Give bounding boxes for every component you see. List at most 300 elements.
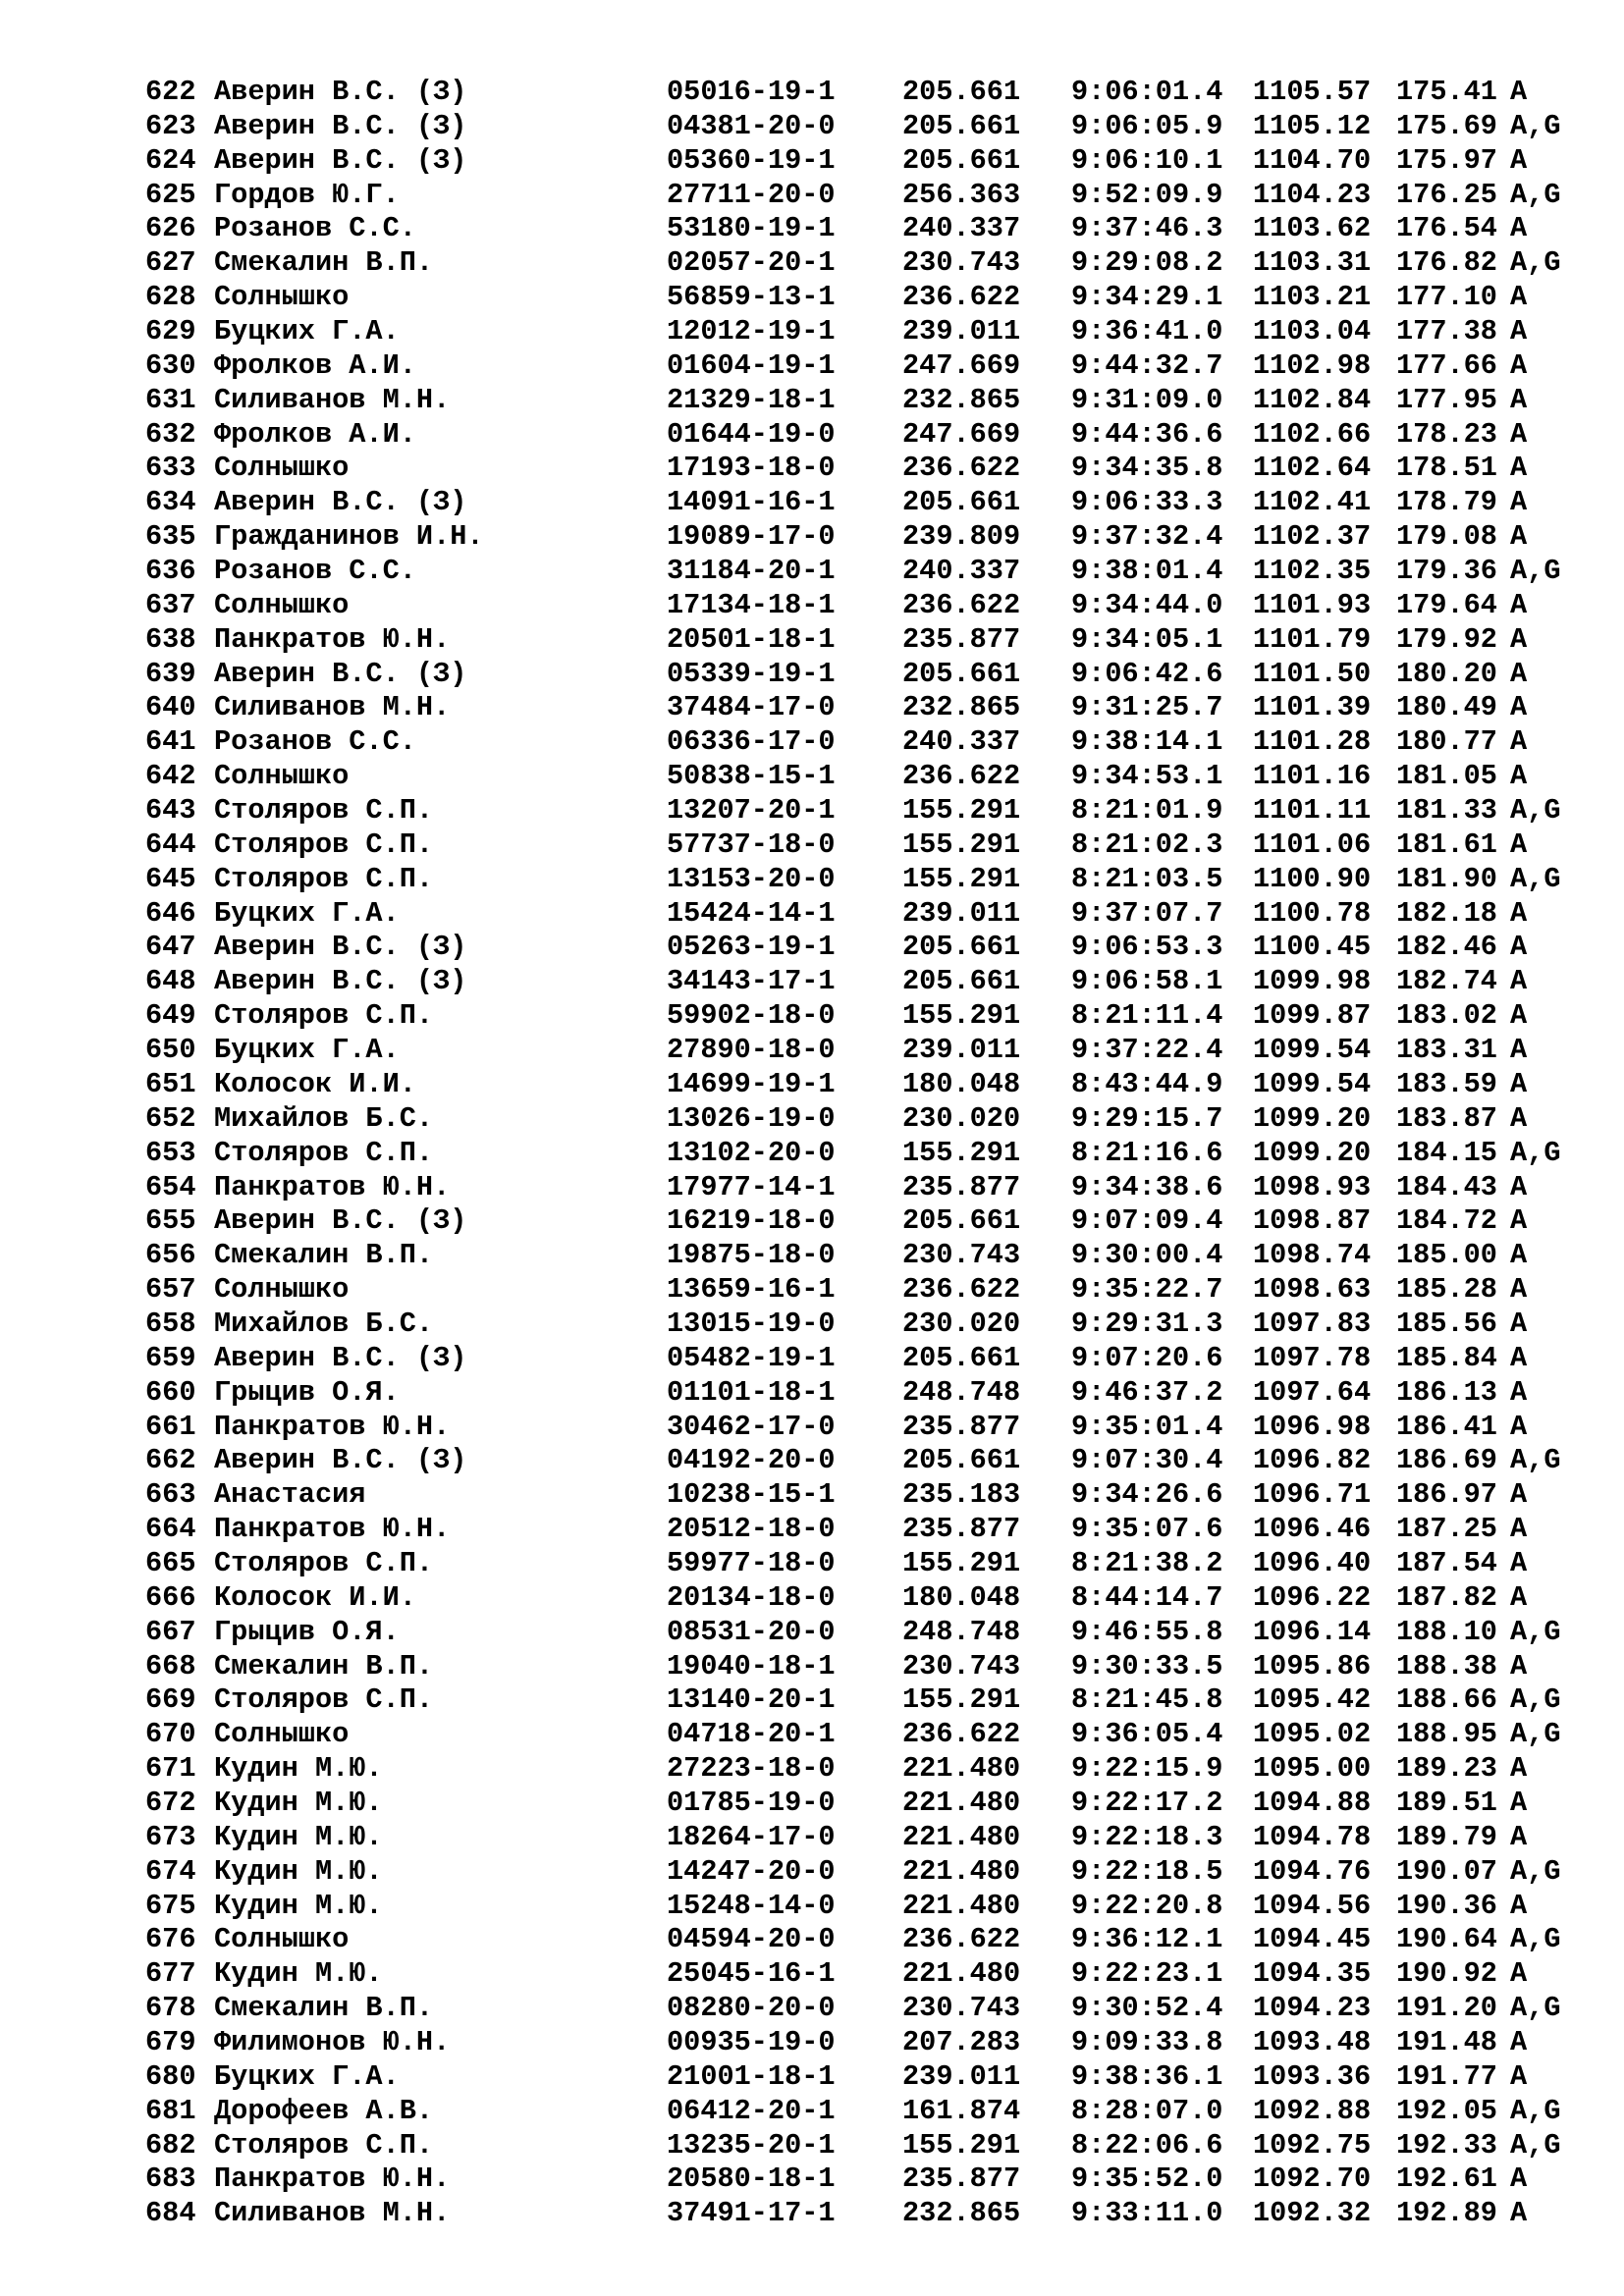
points: 176.82 (1396, 246, 1497, 280)
table-row (145, 1273, 1579, 1308)
row-number: 669 (145, 1683, 196, 1717)
ring-number: 13153-20-0 (667, 862, 836, 895)
ring-number: 15424-14-1 (667, 896, 836, 930)
ring-number: 20512-18-0 (667, 1513, 836, 1546)
arrival-time: 9:06:33.3 (1071, 486, 1223, 519)
arrival-time: 9:06:05.9 (1071, 109, 1223, 142)
points: 179.92 (1396, 622, 1497, 656)
fancier-name: Гордов Ю.Г. (214, 178, 400, 211)
table-row (145, 2163, 1579, 2197)
ring-number: 01644-19-0 (667, 417, 836, 451)
row-number: 653 (145, 1136, 196, 1169)
ring-number: 05263-19-1 (667, 931, 836, 964)
arrival-time: 9:46:55.8 (1071, 1615, 1223, 1648)
ring-number: 16219-18-0 (667, 1204, 836, 1238)
arrival-time: 9:22:15.9 (1071, 1752, 1223, 1786)
fancier-name: Смекалин В.П. (214, 246, 434, 280)
flags: A (1510, 76, 1528, 108)
speed: 1103.62 (1253, 212, 1372, 245)
distance: 248.748 (902, 1615, 1021, 1648)
points: 189.51 (1396, 1786, 1497, 1819)
distance: 161.874 (902, 2094, 1021, 2127)
speed: 1095.02 (1253, 1718, 1372, 1751)
fancier-name: Солнышко (214, 760, 350, 793)
flags: A (1510, 2059, 1528, 2093)
points: 179.08 (1396, 520, 1497, 554)
flags: A (1510, 1889, 1528, 1922)
table-row (145, 452, 1579, 486)
ring-number: 01785-19-0 (667, 1786, 836, 1819)
row-number: 655 (145, 1204, 196, 1238)
flags: A,G (1510, 1136, 1561, 1169)
distance: 247.669 (902, 348, 1021, 382)
fancier-name: Силиванов М.Н. (214, 2197, 451, 2230)
speed: 1094.35 (1253, 1957, 1372, 1991)
fancier-name: Аверин В.С. (З) (214, 1204, 467, 1238)
points: 183.87 (1396, 1101, 1497, 1135)
points: 186.97 (1396, 1478, 1497, 1512)
distance: 230.743 (902, 1239, 1021, 1272)
arrival-time: 9:38:01.4 (1071, 555, 1223, 588)
row-number: 648 (145, 965, 196, 998)
distance: 155.291 (902, 2128, 1021, 2162)
points: 176.54 (1396, 212, 1497, 245)
points: 191.77 (1396, 2059, 1497, 2093)
points: 191.48 (1396, 2025, 1497, 2058)
ring-number: 02057-20-1 (667, 246, 836, 280)
speed: 1092.32 (1253, 2197, 1372, 2230)
fancier-name: Аверин В.С. (З) (214, 931, 467, 964)
distance: 236.622 (902, 760, 1021, 793)
table-row (145, 1547, 1579, 1581)
ring-number: 15248-14-0 (667, 1889, 836, 1922)
ring-number: 01101-18-1 (667, 1375, 836, 1409)
arrival-time: 9:09:33.8 (1071, 2025, 1223, 2058)
flags: A (1510, 931, 1528, 964)
points: 179.64 (1396, 588, 1497, 621)
table-row (145, 384, 1579, 418)
ring-number: 19040-18-1 (667, 1649, 836, 1682)
points: 184.72 (1396, 1204, 1497, 1238)
arrival-time: 9:31:09.0 (1071, 383, 1223, 416)
distance: 155.291 (902, 1546, 1021, 1579)
distance: 205.661 (902, 965, 1021, 998)
arrival-time: 9:22:20.8 (1071, 1889, 1223, 1922)
table-row (145, 1957, 1579, 1992)
points: 188.38 (1396, 1649, 1497, 1682)
table-row (145, 1342, 1579, 1376)
fancier-name: Столяров С.П. (214, 1136, 434, 1169)
flags: A,G (1510, 555, 1561, 588)
speed: 1100.78 (1253, 896, 1372, 930)
points: 192.33 (1396, 2128, 1497, 2162)
speed: 1095.42 (1253, 1683, 1372, 1717)
table-row (145, 76, 1579, 110)
speed: 1096.71 (1253, 1478, 1372, 1512)
speed: 1099.87 (1253, 999, 1372, 1033)
distance: 155.291 (902, 862, 1021, 895)
arrival-time: 8:21:45.8 (1071, 1683, 1223, 1717)
ring-number: 59977-18-0 (667, 1546, 836, 1579)
flags: A (1510, 1034, 1528, 1067)
speed: 1101.79 (1253, 622, 1372, 656)
ring-number: 21329-18-1 (667, 383, 836, 416)
speed: 1101.50 (1253, 657, 1372, 690)
fancier-name: Колосок И.И. (214, 1580, 416, 1614)
fancier-name: Столяров С.П. (214, 1546, 434, 1579)
row-number: 641 (145, 725, 196, 759)
points: 192.89 (1396, 2197, 1497, 2230)
ring-number: 19089-17-0 (667, 520, 836, 554)
row-number: 630 (145, 348, 196, 382)
flags: A (1510, 1273, 1528, 1307)
table-row (145, 623, 1579, 658)
table-row (145, 828, 1579, 863)
arrival-time: 9:34:29.1 (1071, 281, 1223, 314)
distance: 205.661 (902, 1444, 1021, 1477)
table-row (145, 2060, 1579, 2095)
points: 192.61 (1396, 2163, 1497, 2196)
distance: 235.877 (902, 1170, 1021, 1203)
ring-number: 08531-20-0 (667, 1615, 836, 1648)
row-number: 646 (145, 896, 196, 930)
ring-number: 12012-19-1 (667, 315, 836, 348)
row-number: 668 (145, 1649, 196, 1682)
flags: A (1510, 622, 1528, 656)
fancier-name: Солнышко (214, 1718, 350, 1751)
points: 182.46 (1396, 931, 1497, 964)
points: 175.41 (1396, 76, 1497, 108)
ring-number: 20134-18-0 (667, 1580, 836, 1614)
table-row (145, 520, 1579, 555)
points: 185.28 (1396, 1273, 1497, 1307)
ring-number: 06336-17-0 (667, 725, 836, 759)
fancier-name: Аверин В.С. (З) (214, 76, 467, 108)
row-number: 660 (145, 1375, 196, 1409)
table-row (145, 418, 1579, 453)
row-number: 650 (145, 1034, 196, 1067)
ring-number: 04718-20-1 (667, 1718, 836, 1751)
flags: A (1510, 657, 1528, 690)
flags: A (1510, 1307, 1528, 1340)
speed: 1105.57 (1253, 76, 1372, 108)
fancier-name: Панкратов Ю.Н. (214, 622, 451, 656)
table-row (145, 1650, 1579, 1684)
table-row (145, 1308, 1579, 1342)
fancier-name: Кудин М.Ю. (214, 1786, 383, 1819)
fancier-name: Кудин М.Ю. (214, 1752, 383, 1786)
table-row (145, 1890, 1579, 1924)
distance: 235.877 (902, 622, 1021, 656)
distance: 236.622 (902, 281, 1021, 314)
row-number: 672 (145, 1786, 196, 1819)
row-number: 645 (145, 862, 196, 895)
distance: 239.011 (902, 1034, 1021, 1067)
row-number: 673 (145, 1820, 196, 1853)
speed: 1099.54 (1253, 1067, 1372, 1100)
fancier-name: Колосок И.И. (214, 1067, 416, 1100)
table-row (145, 1444, 1579, 1478)
ring-number: 14247-20-0 (667, 1854, 836, 1888)
ring-number: 53180-19-1 (667, 212, 836, 245)
table-row (145, 179, 1579, 213)
row-number: 665 (145, 1546, 196, 1579)
fancier-name: Аверин В.С. (З) (214, 1444, 467, 1477)
arrival-time: 9:36:12.1 (1071, 1923, 1223, 1956)
fancier-name: Грыцив О.Я. (214, 1375, 400, 1409)
arrival-time: 9:34:26.6 (1071, 1478, 1223, 1512)
points: 180.49 (1396, 691, 1497, 724)
distance: 240.337 (902, 725, 1021, 759)
arrival-time: 9:30:52.4 (1071, 1992, 1223, 2025)
row-number: 657 (145, 1273, 196, 1307)
table-row (145, 2129, 1579, 2163)
ring-number: 56859-13-1 (667, 281, 836, 314)
flags: A,G (1510, 1444, 1561, 1477)
arrival-time: 9:37:22.4 (1071, 1034, 1223, 1067)
distance: 236.622 (902, 1923, 1021, 1956)
arrival-time: 9:22:17.2 (1071, 1786, 1223, 1819)
fancier-name: Столяров С.П. (214, 999, 434, 1033)
distance: 232.865 (902, 383, 1021, 416)
points: 190.07 (1396, 1854, 1497, 1888)
fancier-name: Буцких Г.А. (214, 2059, 400, 2093)
row-number: 627 (145, 246, 196, 280)
ring-number: 17193-18-0 (667, 452, 836, 485)
table-row (145, 144, 1579, 179)
ring-number: 27711-20-0 (667, 178, 836, 211)
fancier-name: Смекалин В.П. (214, 1649, 434, 1682)
row-number: 623 (145, 109, 196, 142)
row-number: 663 (145, 1478, 196, 1512)
flags: A (1510, 520, 1528, 554)
table-row (145, 1102, 1579, 1137)
arrival-time: 9:34:53.1 (1071, 760, 1223, 793)
row-number: 684 (145, 2197, 196, 2230)
ring-number: 20501-18-1 (667, 622, 836, 656)
points: 187.54 (1396, 1546, 1497, 1579)
flags: A (1510, 348, 1528, 382)
row-number: 639 (145, 657, 196, 690)
points: 184.43 (1396, 1170, 1497, 1203)
points: 178.51 (1396, 452, 1497, 485)
distance: 205.661 (902, 1204, 1021, 1238)
speed: 1101.11 (1253, 794, 1372, 828)
distance: 236.622 (902, 452, 1021, 485)
distance: 240.337 (902, 555, 1021, 588)
flags: A,G (1510, 1718, 1561, 1751)
table-row (145, 2095, 1579, 2129)
table-row (145, 1034, 1579, 1068)
fancier-name: Буцких Г.А. (214, 1034, 400, 1067)
arrival-time: 8:44:14.7 (1071, 1580, 1223, 1614)
distance: 155.291 (902, 828, 1021, 861)
ring-number: 25045-16-1 (667, 1957, 836, 1991)
flags: A (1510, 999, 1528, 1033)
speed: 1096.40 (1253, 1546, 1372, 1579)
row-number: 625 (145, 178, 196, 211)
table-row (145, 1923, 1579, 1957)
distance: 221.480 (902, 1854, 1021, 1888)
ring-number: 50838-15-1 (667, 760, 836, 793)
flags: A (1510, 212, 1528, 245)
distance: 236.622 (902, 1273, 1021, 1307)
distance: 256.363 (902, 178, 1021, 211)
fancier-name: Кудин М.Ю. (214, 1889, 383, 1922)
table-row (145, 349, 1579, 384)
row-number: 633 (145, 452, 196, 485)
fancier-name: Панкратов Ю.Н. (214, 1170, 451, 1203)
arrival-time: 9:37:07.7 (1071, 896, 1223, 930)
flags: A,G (1510, 246, 1561, 280)
points: 190.36 (1396, 1889, 1497, 1922)
distance: 232.865 (902, 691, 1021, 724)
flags: A (1510, 2197, 1528, 2230)
speed: 1102.37 (1253, 520, 1372, 554)
distance: 205.661 (902, 109, 1021, 142)
row-number: 667 (145, 1615, 196, 1648)
speed: 1093.48 (1253, 2025, 1372, 2058)
row-number: 637 (145, 588, 196, 621)
ring-number: 34143-17-1 (667, 965, 836, 998)
speed: 1103.31 (1253, 246, 1372, 280)
points: 189.23 (1396, 1752, 1497, 1786)
ring-number: 13026-19-0 (667, 1101, 836, 1135)
speed: 1097.64 (1253, 1375, 1372, 1409)
speed: 1103.04 (1253, 315, 1372, 348)
speed: 1095.86 (1253, 1649, 1372, 1682)
ring-number: 37491-17-1 (667, 2197, 836, 2230)
table-row (145, 1787, 1579, 1821)
table-row (145, 1239, 1579, 1273)
ring-number: 59902-18-0 (667, 999, 836, 1033)
flags: A,G (1510, 178, 1561, 211)
fancier-name: Аверин В.С. (З) (214, 657, 467, 690)
distance: 230.743 (902, 246, 1021, 280)
distance: 232.865 (902, 2197, 1021, 2230)
points: 185.00 (1396, 1239, 1497, 1272)
row-number: 682 (145, 2128, 196, 2162)
table-row (145, 486, 1579, 520)
ring-number: 13235-20-1 (667, 2128, 836, 2162)
flags: A (1510, 1101, 1528, 1135)
fancier-name: Аверин В.С. (З) (214, 1341, 467, 1374)
speed: 1096.22 (1253, 1580, 1372, 1614)
arrival-time: 8:28:07.0 (1071, 2094, 1223, 2127)
ring-number: 30462-17-0 (667, 1410, 836, 1443)
fancier-name: Кудин М.Ю. (214, 1854, 383, 1888)
row-number: 642 (145, 760, 196, 793)
table-row (145, 110, 1579, 144)
row-number: 683 (145, 2163, 196, 2196)
arrival-time: 9:34:38.6 (1071, 1170, 1223, 1203)
arrival-time: 8:21:02.3 (1071, 828, 1223, 861)
table-row (145, 1855, 1579, 1890)
points: 176.25 (1396, 178, 1497, 211)
fancier-name: Силиванов М.Н. (214, 691, 451, 724)
points: 192.05 (1396, 2094, 1497, 2127)
flags: A (1510, 691, 1528, 724)
points: 188.66 (1396, 1683, 1497, 1717)
row-number: 652 (145, 1101, 196, 1135)
arrival-time: 9:22:18.3 (1071, 1820, 1223, 1853)
arrival-time: 9:30:00.4 (1071, 1239, 1223, 1272)
fancier-name: Анастасия (214, 1478, 366, 1512)
speed: 1102.66 (1253, 417, 1372, 451)
distance: 221.480 (902, 1889, 1021, 1922)
arrival-time: 8:43:44.9 (1071, 1067, 1223, 1100)
distance: 205.661 (902, 143, 1021, 177)
speed: 1096.98 (1253, 1410, 1372, 1443)
flags: A (1510, 725, 1528, 759)
ring-number: 08280-20-0 (667, 1992, 836, 2025)
flags: A (1510, 1204, 1528, 1238)
fancier-name: Столяров С.П. (214, 794, 434, 828)
flags: A,G (1510, 109, 1561, 142)
row-number: 664 (145, 1513, 196, 1546)
table-row (145, 999, 1579, 1034)
arrival-time: 9:22:18.5 (1071, 1854, 1223, 1888)
flags: A,G (1510, 1854, 1561, 1888)
points: 191.20 (1396, 1992, 1497, 2025)
points: 181.05 (1396, 760, 1497, 793)
arrival-time: 9:35:01.4 (1071, 1410, 1223, 1443)
distance: 230.020 (902, 1307, 1021, 1340)
flags: A (1510, 1752, 1528, 1786)
flags: A (1510, 383, 1528, 416)
fancier-name: Розанов С.С. (214, 555, 416, 588)
fancier-name: Панкратов Ю.Н. (214, 1410, 451, 1443)
flags: A (1510, 1786, 1528, 1819)
arrival-time: 9:06:53.3 (1071, 931, 1223, 964)
points: 186.41 (1396, 1410, 1497, 1443)
points: 182.18 (1396, 896, 1497, 930)
speed: 1098.63 (1253, 1273, 1372, 1307)
distance: 221.480 (902, 1786, 1021, 1819)
distance: 180.048 (902, 1580, 1021, 1614)
table-row (145, 1821, 1579, 1855)
fancier-name: Солнышко (214, 452, 350, 485)
flags: A (1510, 1239, 1528, 1272)
row-number: 677 (145, 1957, 196, 1991)
arrival-time: 8:21:03.5 (1071, 862, 1223, 895)
arrival-time: 9:33:11.0 (1071, 2197, 1223, 2230)
arrival-time: 9:29:08.2 (1071, 246, 1223, 280)
table-row (145, 658, 1579, 692)
ring-number: 04381-20-0 (667, 109, 836, 142)
table-row (145, 281, 1579, 315)
table-row (145, 760, 1579, 794)
distance: 230.020 (902, 1101, 1021, 1135)
distance: 235.183 (902, 1478, 1021, 1512)
row-number: 624 (145, 143, 196, 177)
points: 190.64 (1396, 1923, 1497, 1956)
points: 188.10 (1396, 1615, 1497, 1648)
row-number: 635 (145, 520, 196, 554)
table-row (145, 1376, 1579, 1411)
flags: A (1510, 896, 1528, 930)
row-number: 675 (145, 1889, 196, 1922)
flags: A (1510, 1580, 1528, 1614)
fancier-name: Михайлов Б.С. (214, 1307, 434, 1340)
arrival-time: 9:37:46.3 (1071, 212, 1223, 245)
flags: A (1510, 588, 1528, 621)
arrival-time: 8:21:01.9 (1071, 794, 1223, 828)
row-number: 666 (145, 1580, 196, 1614)
arrival-time: 9:38:36.1 (1071, 2059, 1223, 2093)
speed: 1098.87 (1253, 1204, 1372, 1238)
row-number: 622 (145, 76, 196, 108)
